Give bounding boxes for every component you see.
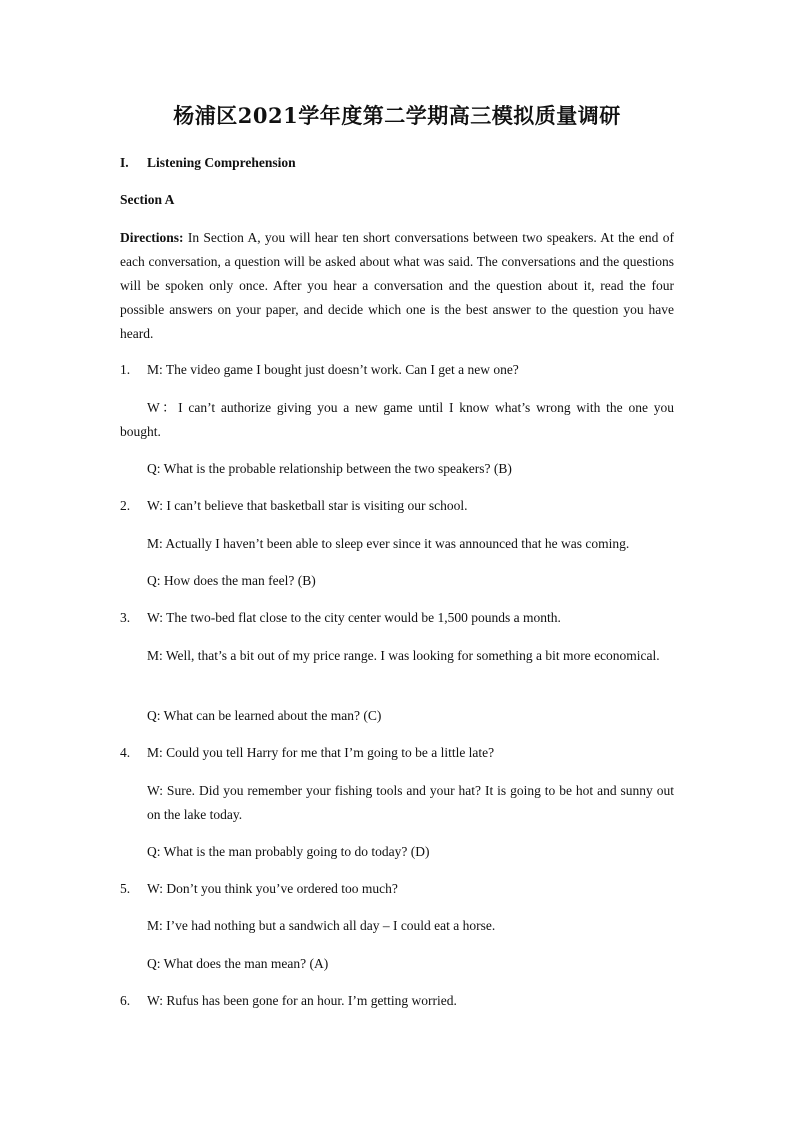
item-4-first-line xyxy=(120,741,674,765)
item-3-second-line: M: Well, that’s a bit out of my price range. I was looking for something a bit more economical. xyxy=(147,648,660,663)
item-4-question: Q: What is the man probably going to do today? (D) xyxy=(147,844,430,859)
part-heading xyxy=(120,151,674,175)
item-5-second-line: M: I’ve had nothing but a sandwich all day – I could eat a horse. xyxy=(147,918,496,933)
item-1-second-line: W：I can’t authorize giving you a new game until I know what’s wrong with the one you bought. xyxy=(120,400,674,439)
item-number: 6. xyxy=(120,993,131,1008)
item-6-first-line xyxy=(120,989,674,1013)
dialogue-line: W: Don’t you think you’ve ordered too much? xyxy=(147,881,398,896)
item-3-question: Q: What can be learned about the man? (C) xyxy=(147,708,382,723)
item-number: 2. xyxy=(120,498,131,513)
dialogue-line: M: The video game I bought just doesn’t work. Can I get a new one? xyxy=(147,362,519,377)
item-number: 1. xyxy=(120,362,131,377)
directions-label: Directions: xyxy=(120,230,184,245)
dialogue-line: W: The two-bed flat close to the city center would be 1,500 pounds a month. xyxy=(147,610,561,625)
item-1-question: Q: What is the probable relationship between the two speakers? (B) xyxy=(147,461,512,476)
item-5-question: Q: What does the man mean? (A) xyxy=(147,956,329,971)
page-title: 杨浦区2021学年度第二学期高三模拟质量调研 xyxy=(173,103,621,128)
dialogue-line: M: Could you tell Harry for me that I’m going to be a little late? xyxy=(147,745,495,760)
item-number: 5. xyxy=(120,881,131,896)
section-heading: Section A xyxy=(120,192,175,207)
item-3-first-line xyxy=(120,606,674,630)
item-4-second-line: W: Sure. Did you remember your fishing tools and your hat? It is going to be hot and sunny out on the lake today. xyxy=(147,783,674,822)
item-2-second-line: M: Actually I haven’t been able to sleep ever since it was announced that he was coming. xyxy=(147,536,630,551)
item-2-question: Q: How does the man feel? (B) xyxy=(147,573,316,588)
part-label: Listening Comprehension xyxy=(147,155,296,170)
item-5-first-line xyxy=(120,877,674,901)
item-number: 4. xyxy=(120,745,131,760)
item-2-first-line xyxy=(120,494,674,518)
directions-text: In Section A, you will hear ten short conversations between two speakers. At the end of each conversation, a question will be asked about what was said. The conversations and the questions will be spoken only once. After you hear a conversation and the question about it, read the four possible answers on your paper, and decide which one is the best answer to the question you have heard. xyxy=(120,230,674,341)
dialogue-line: W: Rufus has been gone for an hour. I’m getting worried. xyxy=(147,993,457,1008)
part-number: I. xyxy=(120,155,129,170)
dialogue-line: W: I can’t believe that basketball star is visiting our school. xyxy=(147,498,468,513)
item-number: 3. xyxy=(120,610,131,625)
item-1-first-line xyxy=(120,358,674,382)
directions-paragraph xyxy=(120,226,674,346)
